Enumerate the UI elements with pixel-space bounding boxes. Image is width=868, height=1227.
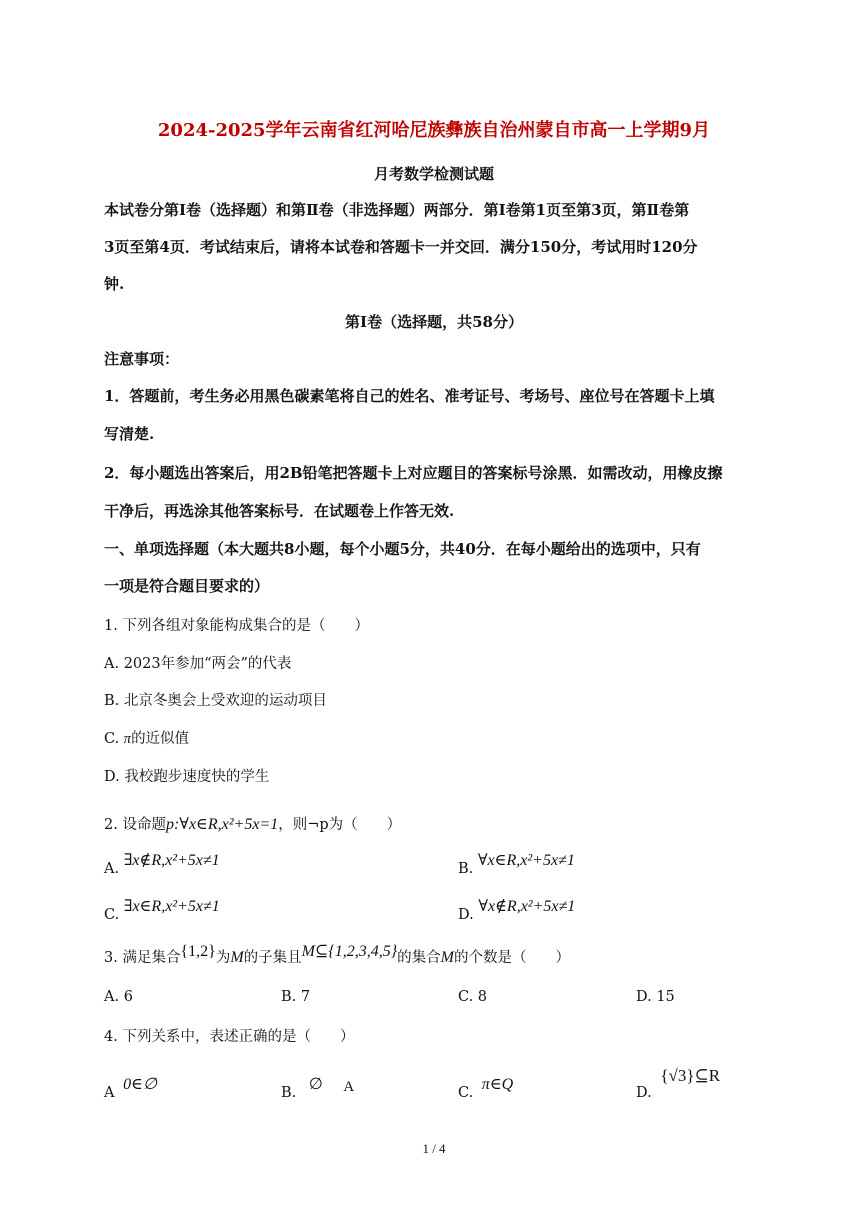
q3-option-d: D. 15 xyxy=(636,989,675,1005)
q3-option-a: A. 6 xyxy=(104,989,133,1005)
q2-option-b xyxy=(458,852,575,878)
q2-stem-pre: 2. 设命题 xyxy=(104,817,166,833)
q2-stem-math: p:∀x∈R,x²+5x=1 xyxy=(165,816,279,833)
q3-m2: M xyxy=(440,949,454,966)
q1-option-d: D. 我校跑步速度快的学生 xyxy=(104,769,270,785)
q4-option-a-math: 0∈∅ xyxy=(123,1076,157,1093)
q2-option-c-math: ∃x∈R,x²+5x≠1 xyxy=(123,898,220,915)
section-heading: 第Ⅰ卷（选择题，共58分） xyxy=(345,313,523,331)
q4-option-d-math: {√3}⊆R xyxy=(660,1066,721,1085)
q2-option-c-label: C. xyxy=(104,907,120,923)
q2-stem xyxy=(104,813,401,834)
q4-option-b-math: ∅ xyxy=(308,1076,323,1093)
q3-stem-mid1: 为 xyxy=(215,950,231,966)
q2-option-b-label: B. xyxy=(458,861,474,877)
q1-option-a: A. 2023年参加“两会”的代表 xyxy=(104,656,292,672)
part1-line-1: 一、单项选择题（本大题共8小题，每个小题5分，共40分．在每小题给出的选项中，只有 xyxy=(104,540,701,558)
notes-heading: 注意事项： xyxy=(104,350,180,368)
q3-option-c: C. 8 xyxy=(458,989,488,1005)
q4-option-a-label: A xyxy=(104,1085,115,1101)
q3-option-b: B. 7 xyxy=(281,989,311,1005)
q3-stem-mid3: 的集合 xyxy=(397,950,441,966)
q3-set: {1,2} xyxy=(180,943,216,960)
note-2-line-1: 2．每小题选出答案后，用2B铅笔把答题卡上对应题目的答案标号涂黑．如需改动，用橡皮擦 xyxy=(104,464,723,482)
q4-option-c-math: π∈Q xyxy=(481,1076,514,1093)
part1-line-2: 一项是符合题目要求的） xyxy=(104,577,270,595)
q3-stem xyxy=(104,943,570,967)
q3-stem-pre: 3. 满足集合 xyxy=(104,950,181,966)
note-2-line-2: 干净后，再选涂其他答案标号．在试题卷上作答无效. xyxy=(104,502,455,520)
q2-option-b-math: ∀x∈R,x²+5x≠1 xyxy=(477,852,575,869)
q1-option-c-label: C. xyxy=(104,731,124,747)
q2-option-d-label: D. xyxy=(458,907,474,923)
intro-line-3: 钟. xyxy=(104,275,125,293)
q4-stem: 4. 下列关系中，表述正确的是（ ） xyxy=(104,1029,355,1045)
q2-option-d xyxy=(458,898,576,924)
q3-condition: M⊆{1,2,3,4,5} xyxy=(301,943,398,960)
document-subtitle: 月考数学检测试题 xyxy=(373,165,494,183)
q1-option-c xyxy=(104,727,189,748)
q2-option-a xyxy=(104,852,220,878)
q4-option-b xyxy=(281,1076,355,1102)
q4-option-c xyxy=(458,1076,514,1102)
q3-stem-mid2: 的子集且 xyxy=(243,950,302,966)
q2-option-c xyxy=(104,898,220,924)
q3-stem-post: 的个数是（ ） xyxy=(454,950,570,966)
q4-option-d-label: D. xyxy=(636,1085,652,1101)
q1-option-c-text: 的近似值 xyxy=(131,731,190,747)
q4-option-b-label: B. xyxy=(281,1085,297,1101)
note-1-line-1: 1．答题前，考生务必用黑色碳素笔将自己的姓名、准考证号、考场号、座位号在答题卡上填 xyxy=(104,387,715,405)
q1-stem: 1. 下列各组对象能构成集合的是（ ） xyxy=(104,618,369,634)
q1-option-b: B. 北京冬奥会上受欢迎的运动项目 xyxy=(104,693,327,709)
q3-m1: M xyxy=(230,949,244,966)
q2-stem-post: ，则¬p为（ ） xyxy=(278,817,402,833)
page-number: 1 / 4 xyxy=(422,1141,446,1156)
note-1-line-2: 写清楚. xyxy=(104,425,155,443)
intro-line-1: 本试卷分第Ⅰ卷（选择题）和第Ⅱ卷（非选择题）两部分．第Ⅰ卷第1页至第3页，第Ⅱ卷第 xyxy=(104,201,690,219)
q2-option-a-label: A. xyxy=(104,861,120,877)
q4-option-b-extra: A xyxy=(343,1079,355,1095)
q4-option-c-label: C. xyxy=(458,1085,474,1101)
q2-option-a-math: ∃x∉R,x²+5x≠1 xyxy=(123,852,220,869)
q4-option-d xyxy=(636,1066,721,1102)
document-title: 2024-2025学年云南省红河哈尼族彝族自治州蒙自市高一上学期9月 xyxy=(157,120,711,141)
intro-line-2: 3页至第4页．考试结束后，请将本试卷和答题卡一并交回．满分150分，考试用时120分 xyxy=(104,238,698,256)
q2-option-d-math: ∀x∉R,x²+5x≠1 xyxy=(478,898,576,915)
q4-option-a xyxy=(104,1076,157,1102)
q1-option-c-math: π xyxy=(123,731,132,747)
